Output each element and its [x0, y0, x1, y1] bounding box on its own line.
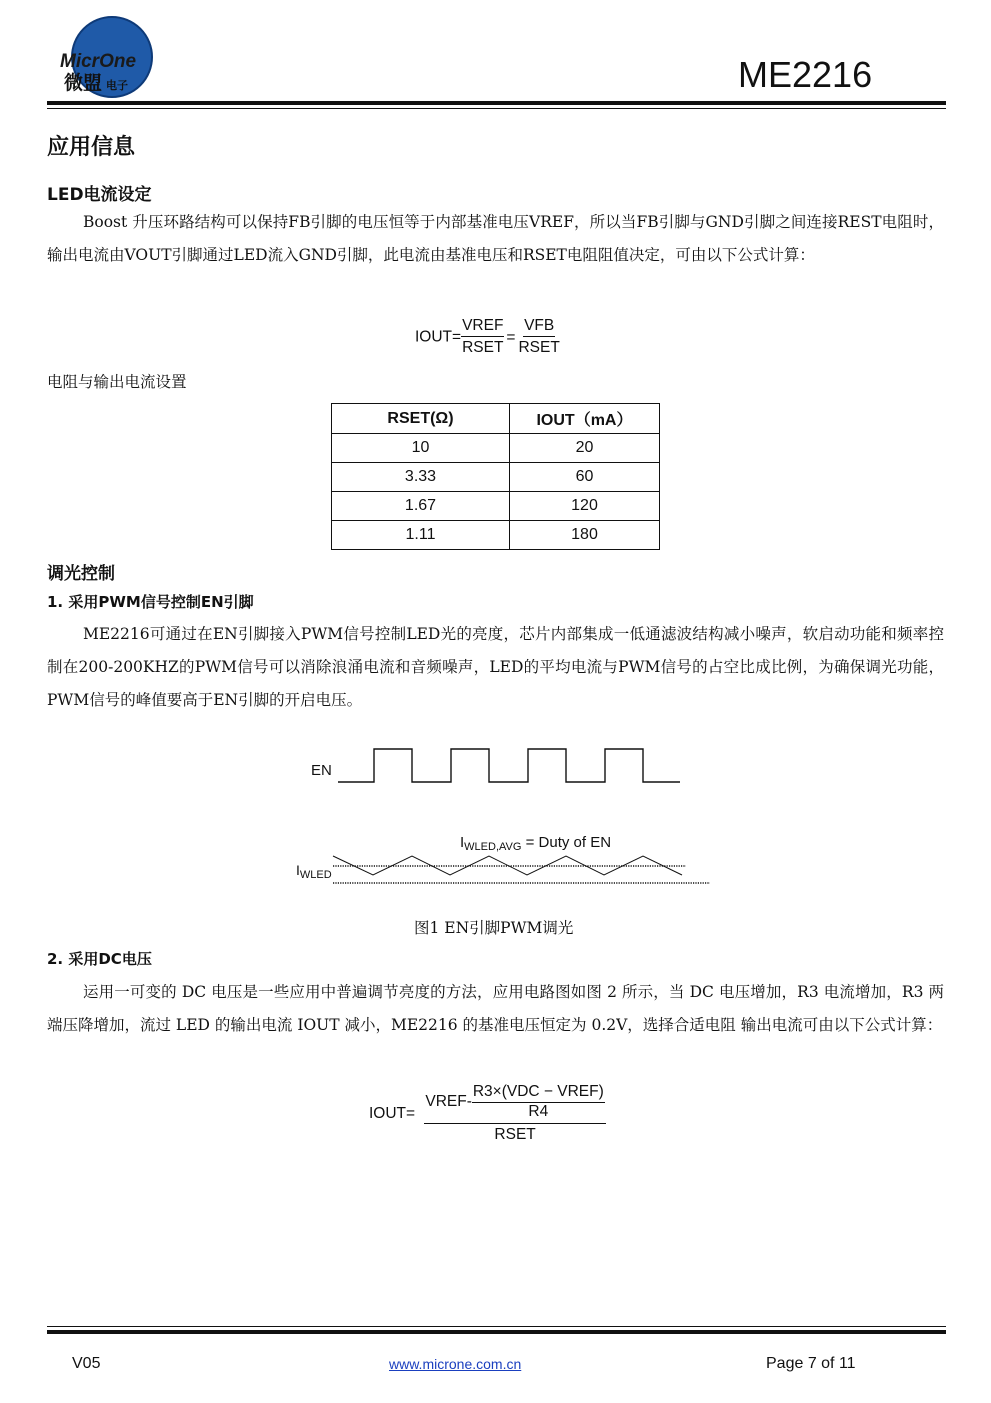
- table-cell: 120: [510, 492, 660, 521]
- header-rule: [47, 101, 946, 105]
- iwled-label: [296, 862, 332, 881]
- dc-formula-inner-den: R4: [528, 1103, 549, 1120]
- led-current-heading: LED电流设定: [47, 185, 152, 205]
- led-current-paragraph: Boost 升压环路结构可以保持FB引脚的电压恒等于内部基准电压VREF，所以当FB引脚与GND引脚之间连接REST电阻时，输出电流由VOUT引脚通过LED流入GND引脚，此电流由基准电压和RSET电阻阻值决定，可由以下公式计算：: [47, 213, 944, 264]
- formula-den2: RSET: [518, 339, 560, 356]
- iwled-label-sub: WLED: [299, 869, 332, 881]
- table-cell: 60: [510, 463, 660, 492]
- avg-label-rest: = Duty of EN: [521, 834, 612, 851]
- formula-lhs: IOUT=: [415, 328, 462, 346]
- footer-rule-thin: [47, 1326, 946, 1327]
- table-cell: 3.33: [332, 463, 510, 492]
- logo-cn-small: 电子: [106, 79, 129, 92]
- table-cell: 20: [510, 434, 660, 463]
- dimming-heading: 调光控制: [47, 564, 115, 584]
- iwled-label-main: I: [296, 862, 300, 878]
- pwm-figure: [290, 740, 720, 890]
- footer-rule: [47, 1330, 946, 1334]
- figure-caption: 图1 EN引脚PWM调光: [414, 919, 574, 937]
- document-title: ME2216: [738, 54, 873, 95]
- logo-cn: 微盟: [64, 72, 103, 94]
- dc-formula-lhs: IOUT=: [369, 1105, 416, 1122]
- avg-label: [460, 834, 611, 853]
- dc-formula-inner-num: R3×(VDC − VREF): [472, 1082, 605, 1103]
- avg-label-main: I: [460, 834, 465, 851]
- table-row: [332, 434, 660, 463]
- waveform-svg: [290, 740, 720, 890]
- table-row: [332, 492, 660, 521]
- iout-formula: [415, 316, 561, 359]
- table-header: IOUT（mA）: [510, 404, 660, 434]
- dc-paragraph: 运用一可变的 DC 电压是一些应用中普遍调节亮度的方法，应用电路图如图 2 所示，当 DC 电压增加，R3 电流增加，R3 两端压降增加，流过 LED 的输出电流 IOUT 减小，ME2216 的基准电压恒定为 0.2V，选择合适电阻 输出电流可由以下公式计算：: [47, 983, 944, 1034]
- footer-url-link[interactable]: www.microne.com.cn: [389, 1356, 522, 1372]
- table-caption: 电阻与输出电流设置: [47, 373, 187, 391]
- iwled-waveform: [333, 856, 682, 875]
- en-waveform: [338, 749, 680, 782]
- section-title: 应用信息: [47, 135, 136, 160]
- table-cell: 1.67: [332, 492, 510, 521]
- pwm-heading: 1. 采用PWM信号控制EN引脚: [47, 593, 254, 611]
- dc-formula: [369, 1082, 615, 1146]
- pwm-paragraph: ME2216可通过在EN引脚接入PWM信号控制LED光的亮度，芯片内部集成一低通滤波结构减小噪声，软启动功能和频率控制在200-200KHZ的PWM信号可以消除浪涌电流和音频噪声，LED的平均电流与PWM信号的占空比成比例，为确保调光功能，PWM信号的峰值要高于EN引脚的开启电压。: [47, 625, 944, 709]
- table-cell: 180: [510, 521, 660, 550]
- avg-label-sub: WLED,AVG: [464, 841, 522, 853]
- table-cell: 1.11: [332, 521, 510, 550]
- dc-formula-vref: VREF-: [425, 1092, 472, 1110]
- formula-eq: =: [506, 328, 516, 346]
- table-header-row: [332, 404, 660, 434]
- table-row: [332, 521, 660, 550]
- footer-page: Page 7 of 11: [766, 1355, 856, 1372]
- dc-formula-den: RSET: [494, 1126, 536, 1143]
- company-logo: [60, 14, 160, 98]
- footer-url-wrap: [389, 1356, 521, 1374]
- dc-heading: 2. 采用DC电压: [47, 950, 152, 968]
- table-row: [332, 463, 660, 492]
- formula-num2: VFB: [523, 316, 555, 337]
- table-cell: 10: [332, 434, 510, 463]
- header-rule-thin: [47, 108, 946, 109]
- formula-num1: VREF: [461, 316, 504, 337]
- table-header: RSET(Ω): [332, 404, 510, 434]
- logo-text: MicrOne: [60, 51, 137, 72]
- formula-den1: RSET: [462, 339, 504, 356]
- rset-table: [331, 403, 660, 550]
- en-label: EN: [311, 762, 332, 779]
- footer-version: V05: [72, 1355, 101, 1372]
